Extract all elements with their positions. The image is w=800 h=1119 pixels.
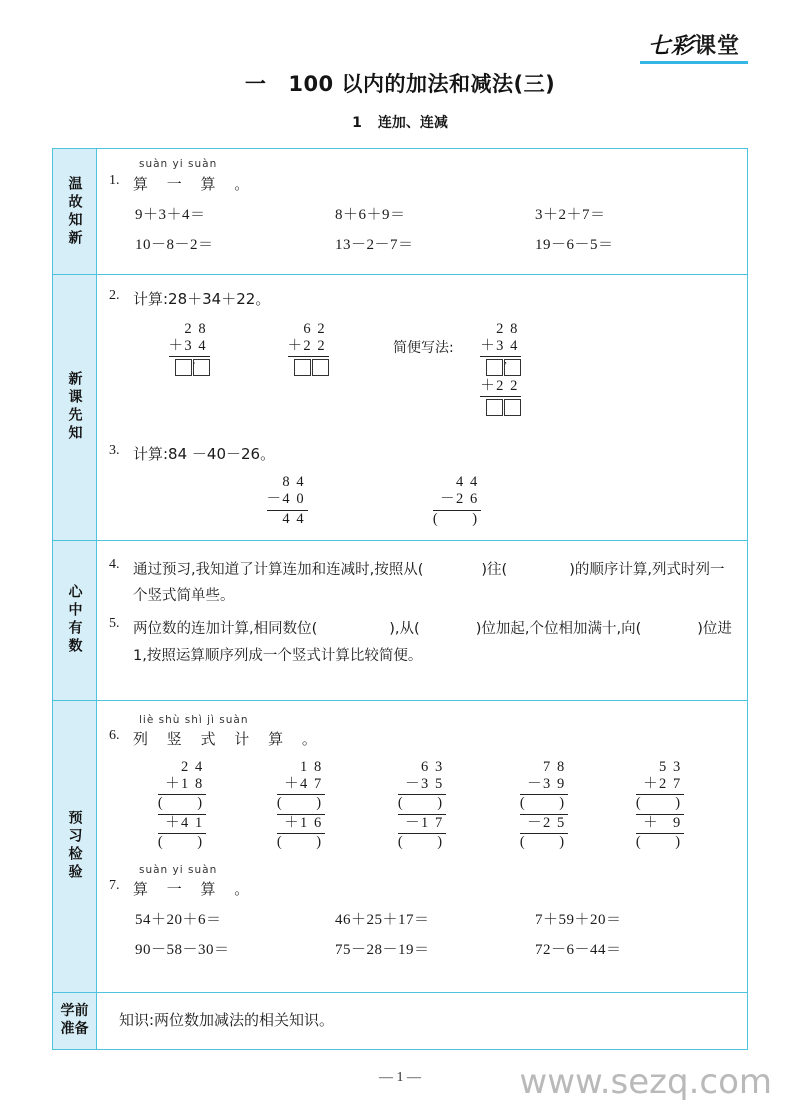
subtrahend: －2 6 bbox=[433, 491, 481, 510]
text-segment: 通过预习,我知道了计算连加和连减时,按照从( bbox=[133, 561, 424, 578]
question-4 bbox=[109, 557, 735, 611]
answer-blank[interactable]: ( ) bbox=[157, 833, 207, 850]
expression-row-2 bbox=[109, 938, 735, 959]
operand-third: －2 5 bbox=[520, 815, 568, 834]
chapter-number: 一 bbox=[244, 72, 267, 96]
vertical-calc-group-3 bbox=[109, 474, 735, 527]
minuend: 8 4 bbox=[282, 474, 305, 491]
operand-third: ＋ 9 bbox=[636, 815, 684, 834]
answer-blank[interactable]: ( ) bbox=[519, 833, 569, 850]
addend-bottom: ＋3 , 4 bbox=[169, 338, 210, 357]
difference: 4 4 bbox=[282, 510, 305, 527]
question-title: 算 一 算 。 bbox=[133, 174, 257, 193]
vertical-calculation bbox=[433, 474, 481, 527]
expression-text: 7＋59＋20＝ bbox=[534, 912, 622, 929]
question-title: 计算:84 －40－26。 bbox=[133, 445, 276, 464]
addend-bottom: ＋2 2 bbox=[288, 338, 329, 357]
vertical-calc-slot bbox=[377, 474, 537, 527]
expression-text: 19－6－5＝ bbox=[534, 236, 614, 253]
logo-text-part2: 课堂 bbox=[694, 34, 741, 59]
question-5 bbox=[109, 616, 735, 670]
row-label-prep bbox=[53, 993, 97, 1049]
answer-box[interactable] bbox=[504, 399, 521, 416]
vertical-calculation bbox=[398, 759, 446, 851]
operand-top: 2 4 bbox=[180, 759, 204, 776]
expression-text: 46＋25＋17＝ bbox=[334, 912, 430, 929]
text-segment: )位加起,个位相加满十,向( bbox=[475, 621, 642, 638]
row-label-newlesson bbox=[53, 275, 97, 540]
chapter-title-text: 100 以内的加法和减法(三) bbox=[288, 72, 556, 96]
expression-cell bbox=[335, 938, 535, 959]
pinyin-block bbox=[109, 865, 735, 877]
expression-row-2 bbox=[109, 233, 735, 254]
expression-cell bbox=[135, 938, 335, 959]
vertical-calc-slot bbox=[243, 321, 373, 381]
vertical-calculation bbox=[267, 474, 308, 527]
operand-second: ＋1 8 bbox=[158, 776, 206, 795]
row-content-review bbox=[97, 149, 747, 274]
table-row-preview-check bbox=[53, 701, 747, 993]
answer-boxes[interactable] bbox=[480, 399, 521, 416]
addend-top: 6 2 bbox=[303, 321, 326, 337]
expression-text: 54＋20＋6＝ bbox=[135, 912, 222, 929]
row-label-text: 温故知新 bbox=[66, 175, 83, 248]
operand-third: ＋1 6 bbox=[277, 815, 325, 834]
operand-top: 5 3 bbox=[658, 759, 682, 776]
operand-top: 7 8 bbox=[542, 759, 566, 776]
operand-second: ＋2 7 bbox=[636, 776, 684, 795]
table-row-prep bbox=[53, 993, 747, 1049]
row-label-text: 预习检验 bbox=[66, 810, 83, 883]
addend-second: ＋3 , 4 bbox=[480, 338, 521, 357]
row-label-line1: 学前 bbox=[60, 1003, 89, 1020]
answer-boxes[interactable] bbox=[480, 359, 521, 376]
question-text bbox=[133, 557, 735, 611]
row-label-text bbox=[60, 1003, 90, 1038]
minuend: 4 4 bbox=[455, 474, 479, 491]
answer-blank[interactable]: ( ) bbox=[398, 795, 446, 814]
operand-second: －3 5 bbox=[398, 776, 446, 795]
prep-knowledge-text: 知识:两位数加减法的相关知识。 bbox=[119, 1011, 335, 1030]
expression-cell bbox=[335, 203, 535, 224]
answer-blank[interactable]: ( ) bbox=[432, 510, 482, 527]
question-number: 4. bbox=[109, 556, 120, 572]
expression-text: 72－6－44＝ bbox=[534, 942, 622, 959]
table-row-newlesson bbox=[53, 275, 747, 541]
answer-box[interactable] bbox=[294, 359, 311, 376]
brand-logo bbox=[640, 36, 748, 64]
answer-blank[interactable]: ( ) bbox=[397, 833, 447, 850]
page-number: — 1 — bbox=[379, 1070, 421, 1085]
answer-blank[interactable]: ( ) bbox=[520, 795, 568, 814]
question-number: 5. bbox=[109, 616, 120, 632]
table-row-understanding bbox=[53, 541, 747, 701]
question-number: 1. bbox=[109, 172, 120, 188]
answer-boxes[interactable] bbox=[169, 359, 210, 376]
subtrahend: －4 0 bbox=[267, 491, 308, 510]
operand-second: ＋4 7 bbox=[277, 776, 325, 795]
operand-third: －1 7 bbox=[398, 815, 446, 834]
answer-boxes[interactable] bbox=[288, 359, 329, 376]
question-title: 列 竖 式 计 算 。 bbox=[133, 730, 324, 749]
row-label-text: 新课先知 bbox=[66, 371, 83, 444]
answer-blank[interactable]: ( ) bbox=[636, 795, 684, 814]
expression-cell bbox=[535, 908, 735, 929]
vertical-calculation bbox=[158, 759, 206, 851]
vertical-calc-slot bbox=[241, 759, 361, 851]
pinyin-text: suàn yi suàn bbox=[139, 863, 218, 876]
addend-top: 2 8 bbox=[496, 321, 519, 337]
expression-row-1 bbox=[109, 908, 735, 929]
row-content-newlesson bbox=[97, 275, 747, 540]
expression-cell bbox=[135, 908, 335, 929]
row-label-understanding bbox=[53, 541, 97, 700]
row-label-text: 心中有数 bbox=[66, 584, 83, 657]
section-heading bbox=[0, 112, 800, 132]
vertical-calc-slot bbox=[135, 321, 243, 381]
question-number: 6. bbox=[109, 728, 120, 744]
vertical-calculation bbox=[277, 759, 325, 851]
expression-cell bbox=[135, 203, 335, 224]
answer-box[interactable] bbox=[312, 359, 329, 376]
text-segment: ),从( bbox=[389, 621, 420, 638]
question-6 bbox=[109, 728, 735, 749]
row-content-understanding bbox=[97, 541, 747, 700]
pinyin-text: suàn yi suàn bbox=[139, 158, 218, 170]
vertical-calc-slot bbox=[123, 759, 241, 851]
text-segment: 两位数的连加计算,相同数位( bbox=[133, 621, 318, 638]
answer-box[interactable] bbox=[486, 359, 503, 376]
answer-blank[interactable]: ( ) bbox=[277, 795, 325, 814]
chapter-heading bbox=[0, 68, 800, 98]
vertical-calculation bbox=[288, 321, 329, 376]
vertical-calculation bbox=[169, 321, 210, 376]
operand-top: 6 3 bbox=[420, 759, 444, 776]
answer-blank[interactable]: ( ) bbox=[635, 833, 685, 850]
question-1 bbox=[109, 173, 735, 194]
expression-cell bbox=[335, 233, 535, 254]
vertical-calculation bbox=[636, 759, 684, 851]
question-title: 算 一 算 。 bbox=[133, 880, 257, 899]
expression-text: 13－2－7＝ bbox=[334, 236, 414, 253]
vertical-calculation bbox=[520, 759, 568, 851]
question-2 bbox=[109, 288, 735, 309]
vertical-calc-group-6 bbox=[109, 759, 735, 851]
row-label-preview-check bbox=[53, 701, 97, 992]
addend-third: ＋2 2 bbox=[480, 378, 521, 397]
logo-underline bbox=[640, 61, 748, 64]
expression-text: 90－58－30＝ bbox=[135, 942, 230, 959]
question-7 bbox=[109, 878, 735, 899]
expression-cell bbox=[535, 233, 735, 254]
expression-cell bbox=[135, 233, 335, 254]
row-content-prep bbox=[97, 993, 747, 1049]
operand-third: ＋4 1 bbox=[158, 815, 206, 834]
answer-blank[interactable]: ( ) bbox=[276, 833, 326, 850]
expression-cell bbox=[535, 938, 735, 959]
operand-second: －3 9 bbox=[520, 776, 568, 795]
expression-text: 10－8－2＝ bbox=[135, 236, 214, 253]
logo-text-part1: 七彩 bbox=[647, 34, 694, 59]
expression-text: 9＋3＋4＝ bbox=[135, 206, 206, 223]
text-segment: )位进 1,按照运算顺序列成一个竖式计算比较简便。 bbox=[133, 621, 732, 665]
answer-blank[interactable]: ( ) bbox=[158, 795, 206, 814]
vertical-calc-slot bbox=[605, 759, 715, 851]
question-number: 3. bbox=[109, 443, 120, 459]
vertical-calc-group-2 bbox=[109, 321, 735, 421]
question-3 bbox=[109, 443, 735, 464]
question-number: 7. bbox=[109, 878, 120, 894]
pinyin-text: liè shù shì jì suàn bbox=[139, 713, 249, 726]
expression-text: 75－28－19＝ bbox=[334, 942, 430, 959]
vertical-calc-slot bbox=[197, 474, 377, 527]
addend-top: 2 8 bbox=[184, 321, 207, 337]
worksheet-table bbox=[52, 148, 748, 1050]
question-text bbox=[133, 616, 735, 670]
expression-row-1 bbox=[109, 203, 735, 224]
simplified-notation-label: 简便写法: bbox=[393, 340, 454, 356]
vertical-calc-slot-simplified bbox=[456, 321, 546, 421]
vertical-calc-slot bbox=[483, 759, 605, 851]
vertical-calc-slot bbox=[361, 759, 483, 851]
text-segment: )往( bbox=[481, 561, 508, 578]
expression-cell bbox=[335, 908, 535, 929]
question-number: 2. bbox=[109, 288, 120, 303]
answer-box[interactable] bbox=[486, 399, 503, 416]
table-row-review bbox=[53, 149, 747, 275]
logo-text bbox=[640, 36, 748, 58]
section-number: 1 bbox=[352, 115, 362, 131]
pinyin-block bbox=[109, 715, 735, 727]
expression-text: 8＋6＋9＝ bbox=[334, 206, 406, 223]
section-title-text: 连加、连减 bbox=[377, 115, 448, 131]
watermark: www.sezq.com bbox=[519, 1062, 772, 1102]
row-content-preview-check bbox=[97, 701, 747, 992]
expression-cell bbox=[535, 203, 735, 224]
row-label-line2: 准备 bbox=[60, 1020, 89, 1037]
question-title: 计算:28＋34＋22。 bbox=[133, 290, 271, 308]
expression-text: 3＋2＋7＝ bbox=[534, 206, 606, 223]
answer-box[interactable] bbox=[175, 359, 192, 376]
operand-top: 1 8 bbox=[299, 759, 323, 776]
row-label-review bbox=[53, 149, 97, 274]
pinyin-block bbox=[109, 159, 735, 171]
text-segment: )的顺序计算,列式时列一个竖式简单些。 bbox=[133, 561, 725, 605]
vertical-calculation-simplified bbox=[480, 321, 521, 416]
